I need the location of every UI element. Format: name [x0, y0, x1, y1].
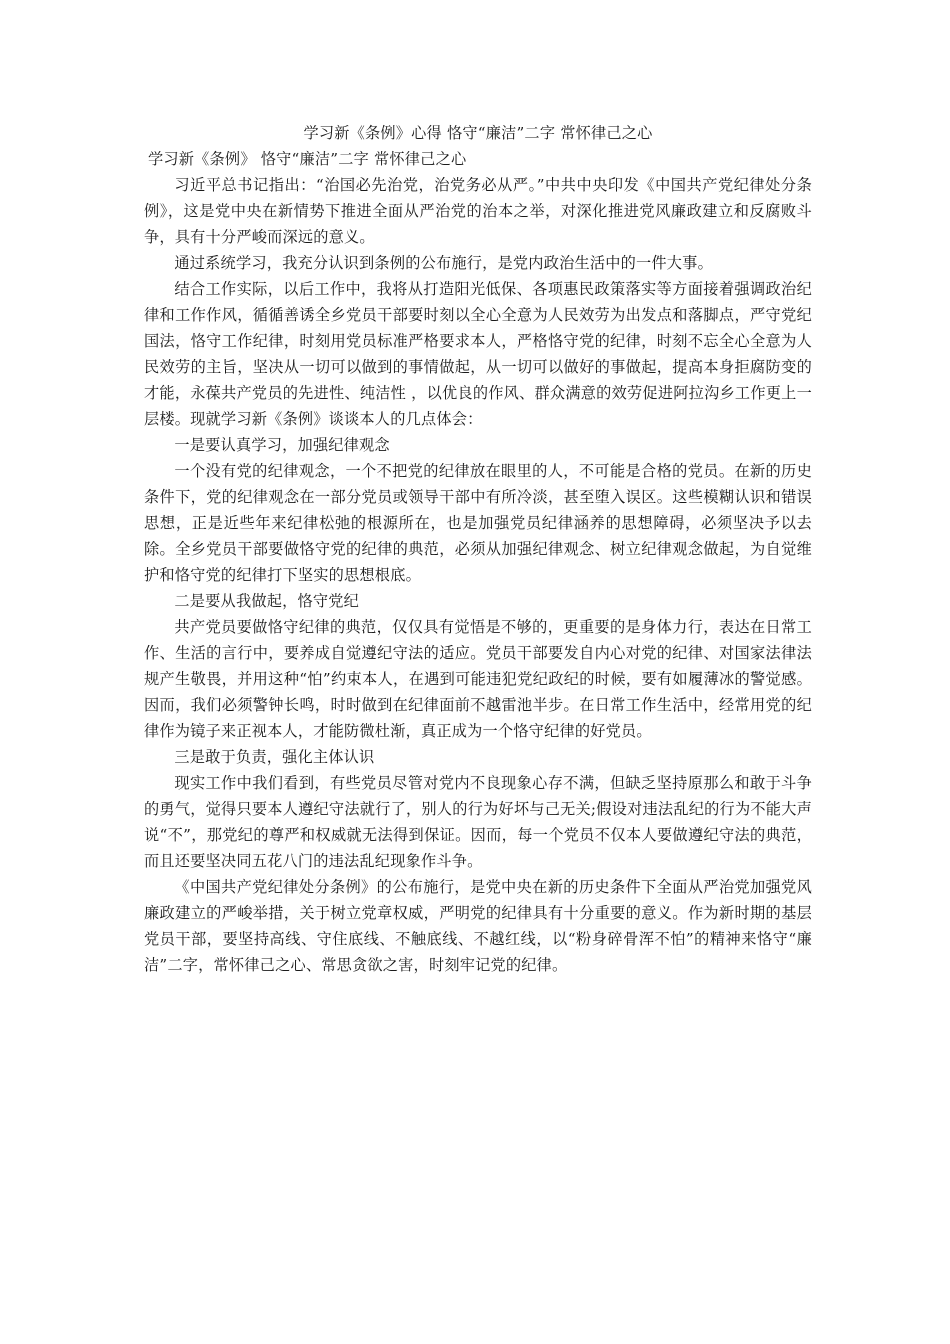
section-heading-2: 二是要从我做起，恪守党纪: [174, 592, 360, 610]
paragraph-intro: 习近平总书记指出：“治国必先治党，治党务必从严。”中共中央印发《中国共产党纪律处分条例》，这是党中央在新情势下推进全面从严治党的治本之举，对深化推进党风廉政建立和反腐败斗争，具有十分严峻而深远的意义。: [144, 176, 812, 246]
document-title: 学习新《条例》心得 恪守“廉洁”二字 常怀律己之心: [303, 124, 653, 142]
paragraph-section-3: 现实工作中我们看到，有些党员尽管对党内不良现象心存不满，但缺乏坚持原那么和敢于斗争的勇气，觉得只要本人遵纪守法就行了，别人的行为好坏与己无关;假设对违法乱纪的行为不能大声说“不”，那党纪的尊严和权威就无法得到保证。因而，每一个党员不仅本人要做遵纪守法的典范，而且还要坚决同五花八门的违法乱纪现象作斗争。: [144, 774, 812, 870]
paragraph-conclusion: 《中国共产党纪律处分条例》的公布施行，是党中央在新的历史条件下全面从严治党加强党风廉政建立的严峻举措，关于树立党章权威，严明党的纪律具有十分重要的意义。作为新时期的基层党员干部，要坚持高线、守住底线、不触底线、不越红线，以“粉身碎骨浑不怕”的精神来恪守“廉洁”二字，常怀律己之心、常思贪欲之害，时刻牢记党的纪律。: [144, 878, 812, 974]
paragraph-work: 结合工作实际，以后工作中，我将从打造阳光低保、各项惠民政策落实等方面接着强调政治纪律和工作作风，循循善诱全乡党员干部要时刻以全心全意为人民效劳为出发点和落脚点，严守党纪国法，恪守工作纪律，时刻用党员标准严格要求本人，严格恪守党的纪律，时刻不忘全心全意为人民效劳的主旨，坚决从一切可以做到的事情做起，从一切可以做好的事做起，提高本身拒腐防变的才能，永葆共产党员的先进性、纯洁性 ，以优良的作风、群众满意的效劳促进阿拉沟乡工作更上一层楼。现就学习新《条例》谈谈本人的几点体会：: [144, 280, 812, 428]
paragraph-section-2: 共产党员要做恪守纪律的典范，仅仅具有觉悟是不够的，更重要的是身体力行，表达在日常工作、生活的言行中，要养成自觉遵纪守法的适应。党员干部要发自内心对党的纪律、对国家法律法规产生敬畏，并用这种“怕”约束本人，在遇到可能违犯党纪政纪的时候，要有如履薄冰的警觉感。因而，我们必须警钟长鸣，时时做到在纪律面前不越雷池半步。在日常工作生活中，经常用党的纪律作为镜子来正视本人，才能防微杜渐，真正成为一个恪守纪律的好党员。: [144, 618, 812, 740]
section-heading-1: 一是要认真学习，加强纪律观念: [174, 436, 390, 454]
section-heading-3: 三是敢于负责，强化主体认识: [174, 748, 375, 766]
document-subtitle: 学习新《条例》 恪守“廉洁”二字 常怀律己之心: [148, 150, 467, 168]
document-page: [144, 120, 812, 978]
paragraph-section-1: 一个没有党的纪律观念，一个不把党的纪律放在眼里的人，不可能是合格的党员。在新的历史条件下，党的纪律观念在一部分党员或领导干部中有所冷淡，甚至堕入误区。这些模糊认识和错误思想，正是近些年来纪律松弛的根源所在，也是加强党员纪律涵养的思想障碍，必须坚决予以去除。全乡党员干部要做恪守党的纪律的典范，必须从加强纪律观念、树立纪律观念做起，为自觉维护和恪守党的纪律打下坚实的思想根底。: [144, 462, 812, 584]
paragraph-study: 通过系统学习，我充分认识到条例的公布施行，是党内政治生活中的一件大事。: [174, 254, 713, 272]
